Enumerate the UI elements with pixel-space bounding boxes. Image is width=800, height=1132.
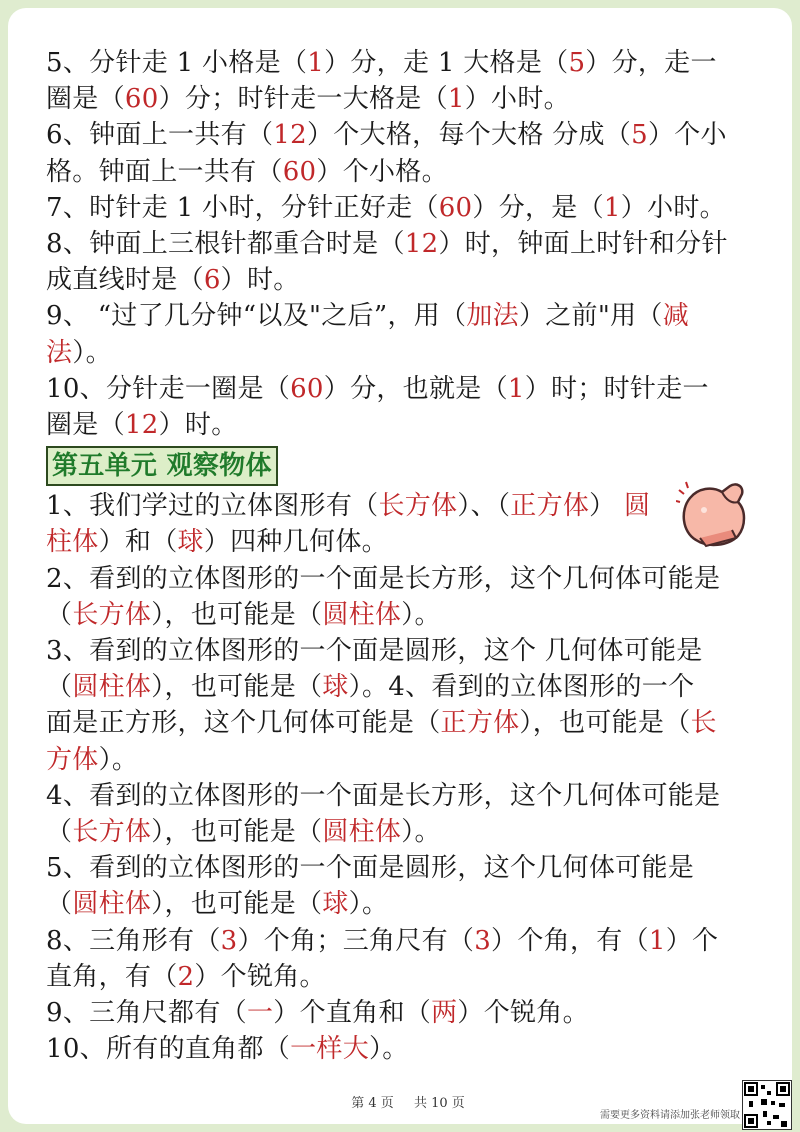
answer-text: 5: [631, 120, 648, 151]
answer-text: 1: [648, 925, 666, 956]
question-text: 9、三角尺都有（: [46, 998, 247, 1029]
answer-text: 3: [220, 925, 238, 956]
question-text: 9、 “过了几分钟“以及"之后”，用（: [46, 301, 467, 332]
answer-text: 圆: [624, 491, 651, 522]
question-text: ）时，钟面上时针和分针: [438, 229, 728, 260]
answer-text: 1: [447, 84, 465, 115]
text-line: [46, 778, 770, 814]
qr-code-icon: [742, 1080, 792, 1130]
question-text: 4、看到的立体图形的一个面是长方形，这个几何体可能是: [46, 780, 721, 811]
question-text: ）个角；三角尺有（: [237, 925, 475, 956]
question-text: ）个小: [647, 120, 727, 151]
answer-text: 3: [474, 925, 492, 956]
text-line: [46, 45, 770, 81]
text-line: [46, 959, 770, 995]
answer-text: 正方体: [440, 708, 520, 739]
question-text: 3、看到的立体图形的一个面是圆形，这个 几何体可能是: [46, 636, 703, 667]
text-line: [46, 850, 770, 886]
answer-text: 1: [307, 48, 325, 78]
question-text: 直角，有（: [46, 961, 178, 992]
answer-text: 圆柱体: [72, 672, 152, 703]
question-text: ）个锐角。: [194, 961, 326, 992]
answer-text: 6: [203, 265, 221, 296]
text-line: [46, 524, 770, 560]
answer-text: 1: [603, 192, 621, 223]
question-text: ）、（: [457, 491, 511, 522]
question-text: ）和（: [98, 527, 178, 558]
text-line: [46, 561, 770, 597]
text-line: [46, 226, 770, 262]
question-text: 8、钟面上三根针都重合时是（: [46, 229, 405, 260]
text-line: [46, 669, 770, 705]
question-text: ）。: [98, 744, 139, 775]
answer-text: 60: [124, 84, 159, 115]
text-line: [46, 407, 770, 443]
question-text: ）。: [72, 337, 112, 368]
answer-text: 圆柱体: [72, 889, 152, 920]
answer-text: 5: [568, 48, 586, 78]
text-line: [46, 298, 770, 334]
text-line: [46, 154, 770, 190]
question-text: ）。: [348, 889, 389, 920]
question-text: （: [46, 599, 73, 630]
answer-text: 球: [322, 672, 349, 703]
question-text: ）时。: [220, 265, 300, 296]
answer-text: 60: [438, 192, 473, 223]
answer-text: 正方体: [510, 491, 590, 522]
answer-text: 12: [124, 410, 159, 441]
answer-text: 减: [662, 301, 690, 332]
question-text: ）个大格，每个大格 分成（: [306, 120, 632, 151]
question-text: （: [46, 889, 73, 920]
text-line: [46, 742, 770, 778]
question-text: 7、时针走 1 小时，分针正好走（: [46, 192, 439, 223]
question-text: ）之前"用（: [518, 301, 663, 332]
text-line: [46, 633, 770, 669]
answer-text: 球: [322, 889, 349, 920]
answer-text: 圆柱体: [322, 817, 402, 848]
answer-text: 一: [246, 998, 274, 1029]
answer-text: 柱体: [46, 527, 99, 558]
question-text: ）分，是（: [472, 192, 604, 223]
question-text: ），也可能是（: [519, 708, 691, 739]
question-text: ），也可能是（: [151, 599, 323, 630]
answer-text: 60: [282, 156, 317, 187]
question-text: ）分，走一: [585, 48, 717, 78]
question-text: ）个直角和（: [273, 998, 432, 1029]
text-line: [46, 117, 770, 153]
text-line: [46, 262, 770, 298]
answer-text: 加法: [466, 301, 519, 332]
question-text: ）。4、看到的立体图形的一个: [348, 672, 695, 703]
question-text: 8、三角形有（: [46, 925, 221, 956]
answer-text: 长: [690, 708, 717, 739]
answer-text: 方体: [46, 744, 99, 775]
page-number: 第 4 页: [351, 1096, 394, 1111]
answer-text: 一样大: [290, 1034, 369, 1065]
question-text: ）。: [401, 599, 441, 630]
question-text: ）分，也就是（: [323, 373, 508, 404]
answer-text: 长方体: [378, 491, 458, 522]
answer-text: 长方体: [72, 599, 152, 630]
document-page: [8, 8, 792, 1124]
text-line: [46, 814, 770, 850]
question-text: 格。钟面上一共有（: [46, 156, 283, 187]
answer-text: 12: [404, 229, 439, 260]
text-line: [46, 190, 770, 226]
question-text: （: [46, 672, 73, 703]
question-text: ）小时。: [464, 84, 570, 115]
document-body: [46, 45, 770, 1067]
qr-note: 需要更多资料请添加张老师领取: [600, 1110, 740, 1121]
answer-text: 2: [177, 961, 195, 992]
text-line: [46, 1031, 770, 1067]
page-total: 共 10 页: [413, 1096, 465, 1111]
question-text: ）时。: [158, 410, 238, 441]
question-text: ）个锐角。: [457, 998, 589, 1029]
question-text: 10、分针走一圈是（: [46, 373, 291, 404]
answer-text: 12: [273, 120, 307, 151]
question-text: ）分，走 1 大格是（: [324, 48, 569, 78]
question-text: ）小时。: [620, 192, 726, 223]
question-text: 5、看到的立体图形的一个面是圆形，这个几何体可能是: [46, 853, 695, 884]
question-text: 5、分针走 1 小格是（: [46, 48, 308, 78]
text-line: [46, 81, 770, 117]
question-text: 面是正方形，这个几何体可能是（: [46, 708, 441, 739]
question-text: 2、看到的立体图形的一个面是长方形，这个几何体可能是: [46, 563, 721, 594]
answer-text: 长方体: [72, 817, 152, 848]
text-line: [46, 886, 770, 922]
question-text: ）。: [401, 817, 441, 848]
text-line: [46, 371, 770, 407]
text-line: [46, 335, 770, 371]
question-text: 1、我们学过的立体图形有（: [46, 491, 379, 522]
question-text: ），也可能是（: [151, 889, 323, 920]
question-text: ）。: [369, 1034, 409, 1065]
question-text: ）个角，有（: [491, 925, 649, 956]
text-line: [46, 995, 770, 1031]
text-line: [46, 597, 770, 633]
answer-text: 60: [290, 373, 324, 404]
text-line: [46, 488, 770, 524]
section-heading-row: [46, 443, 770, 488]
answer-text: 法: [46, 337, 73, 368]
question-text: （: [46, 817, 73, 848]
answer-text: 球: [177, 527, 204, 558]
question-text: ），也可能是（: [151, 672, 323, 703]
question-text: 成直线时是（: [46, 265, 204, 296]
question-text: ）: [589, 491, 625, 522]
question-text: ）分；时针走一大格是（: [158, 84, 448, 115]
question-text: 圈是（: [46, 410, 125, 441]
answer-text: 1: [507, 373, 525, 404]
question-text: 6、钟面上一共有（: [46, 120, 274, 151]
text-line: [46, 705, 770, 741]
text-line: [46, 923, 770, 959]
question-text: ），也可能是（: [151, 817, 323, 848]
answer-text: 两: [431, 998, 458, 1029]
question-text: ）四种几何体。: [203, 527, 388, 558]
question-text: ）个: [665, 925, 719, 956]
question-text: 10、所有的直角都（: [46, 1034, 291, 1065]
section-title: 第五单元 观察物体: [46, 446, 278, 486]
answer-text: 圆柱体: [322, 599, 402, 630]
question-text: 圈是（: [46, 84, 125, 115]
mitten-icon: [676, 480, 756, 550]
question-text: ）个小格。: [316, 156, 448, 187]
question-text: ）时；时针走一: [524, 373, 709, 404]
